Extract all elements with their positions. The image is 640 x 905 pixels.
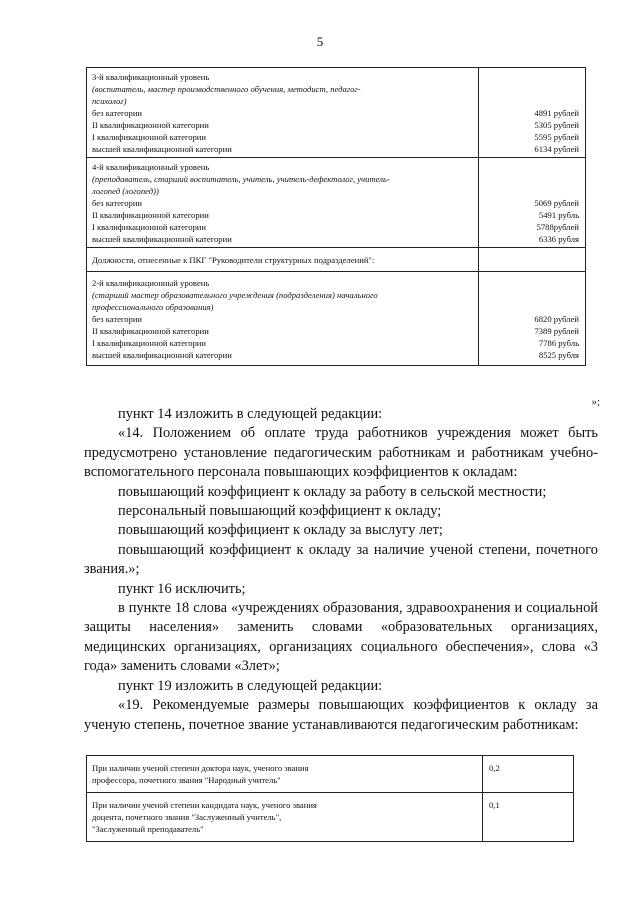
- category-label: без категории: [92, 198, 143, 208]
- coefficient-table: [86, 755, 574, 842]
- category-label: I квалификационной категории: [92, 222, 206, 232]
- level-cell: [87, 158, 479, 248]
- table-row: [87, 272, 586, 366]
- table-row: [87, 248, 586, 272]
- level-cell: [87, 68, 479, 158]
- salary-value: 6336 рубля: [538, 234, 579, 244]
- coefficient-value: 0,2: [483, 756, 574, 793]
- salary-value: 7786 рубль: [538, 338, 579, 348]
- section-heading: Должности, отнесенные к ПКГ "Руководители структурных подразделений":: [92, 255, 375, 265]
- category-label: высшей квалификационной категории: [92, 144, 232, 154]
- salary-table: [86, 67, 586, 366]
- level-title: 2-й квалификационный уровень: [92, 278, 210, 288]
- paragraph: в пункте 18 слова «учреждениях образования, здравоохранения и социальной защиты населения» заменить словами «образовательных организациях, медицинских организациях, организациях социального обеспечения», слова «3 года» заменить словами «3лет»;: [84, 600, 598, 675]
- page-number: 5: [316, 34, 324, 49]
- paragraph: «19. Рекомендуемые размеры повышающих коэффициентов к окладу за ученую степень, почетное звание устанавливаются педагогическим работникам:: [84, 697, 598, 733]
- positions-line: (воспитатель, мастер производственного обучения, методист, педагог-: [92, 84, 361, 94]
- table-row: [87, 793, 574, 842]
- positions-line: (преподаватель, старший воспитатель, учитель, учитель-дефектолог, учитель-: [92, 174, 390, 184]
- positions-line: профессионального образования): [92, 302, 214, 312]
- category-label: высшей квалификационной категории: [92, 350, 232, 360]
- paragraph: пункт 19 изложить в следующей редакции:: [118, 677, 383, 694]
- positions-line: (старший мастер образовательного учреждения (подразделения) начального: [92, 290, 378, 300]
- category-label: I квалификационной категории: [92, 132, 206, 142]
- paragraph: пункт 16 исключить;: [118, 580, 246, 597]
- paragraph: повышающий коэффициент к окладу за работу в сельской местности;: [118, 483, 547, 500]
- category-label: без категории: [92, 108, 143, 118]
- condition-line: При наличии ученой степени кандидата наук, ученого звания: [92, 800, 317, 810]
- empty-cell: [479, 248, 586, 272]
- table-row: [87, 68, 586, 158]
- salary-cell: [479, 272, 586, 366]
- category-label: высшей квалификационной категории: [92, 234, 232, 244]
- level-title: 3-й квалификационный уровень: [92, 72, 210, 82]
- salary-value: 6820 рублей: [534, 314, 579, 324]
- paragraph: персональный повышающий коэффициент к окладу;: [118, 503, 442, 520]
- condition-line: "Заслуженный преподаватель": [92, 824, 204, 834]
- closing-quote: »;: [591, 396, 600, 408]
- salary-value: 7389 рублей: [534, 326, 579, 336]
- condition-line: доцента, почетного звания "Заслуженный учитель",: [92, 812, 282, 822]
- positions-line: психолог): [92, 96, 127, 106]
- category-label: II квалификационной категории: [92, 326, 209, 336]
- level-cell: [87, 272, 479, 366]
- salary-value: 5305 рублей: [534, 120, 579, 130]
- paragraph: «14. Положением об оплате труда работников учреждения может быть предусмотрено установление педагогическим работникам и работникам учебно-вспомогательного персонала повышающих коэффициентов к окладам:: [84, 425, 598, 481]
- salary-cell: [479, 68, 586, 158]
- paragraph: повышающий коэффициент к окладу за наличие ученой степени, почетного звания.»;: [84, 541, 598, 578]
- condition-line: При наличии ученой степени доктора наук, ученого звания: [92, 763, 309, 773]
- level-title: 4-й квалификационный уровень: [92, 162, 210, 172]
- category-label: без категории: [92, 314, 143, 324]
- category-label: II квалификационной категории: [92, 210, 209, 220]
- salary-cell: [479, 158, 586, 248]
- salary-value: 5069 рублей: [534, 198, 579, 208]
- category-label: II квалификационной категории: [92, 120, 209, 130]
- paragraph: пункт 14 изложить в следующей редакции:: [118, 406, 383, 422]
- positions-line: логопед (логопед)): [92, 186, 159, 196]
- paragraph: повышающий коэффициент к окладу за выслугу лет;: [118, 522, 443, 539]
- table-row: [87, 158, 586, 248]
- salary-value: 4891 рублей: [534, 108, 579, 118]
- condition-cell: [87, 756, 483, 793]
- condition-cell: [87, 793, 483, 842]
- salary-value: 5491 рубль: [538, 210, 579, 220]
- table-row: [87, 756, 574, 793]
- body-text: [84, 405, 598, 735]
- salary-value: 6134 рублей: [534, 144, 579, 154]
- salary-value: 8525 рубля: [538, 350, 579, 360]
- category-label: I квалификационной категории: [92, 338, 206, 348]
- condition-line: профессора, почетного звания "Народный учитель": [92, 775, 281, 785]
- coefficient-value: 0,1: [483, 793, 574, 842]
- section-heading-cell: [87, 248, 479, 272]
- salary-value: 5788рублей: [536, 222, 579, 232]
- salary-value: 5595 рублей: [534, 132, 579, 142]
